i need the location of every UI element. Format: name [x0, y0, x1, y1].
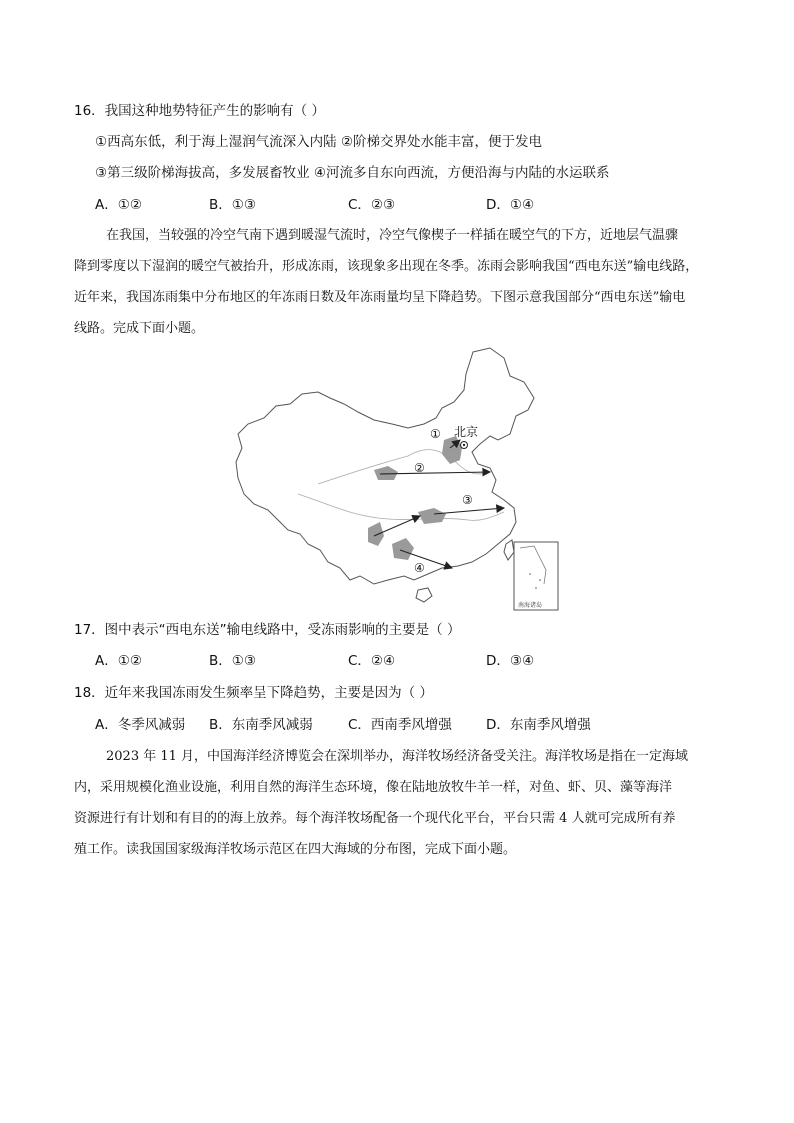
q17-option-a: A．①② [95, 653, 142, 669]
passage2-line-1: 2023 年 11 月，中国海洋经济博览会在深圳举办，海洋牧场经济备受关注。海洋牧场是指在一定海域 [106, 749, 689, 764]
passage1-line-1: 在我国，当较强的冷空气南下遇到暖湿气流时，冷空气像楔子一样插在暖空气的下方，近地层气温骤 [106, 228, 679, 243]
q17-option-c: C．②④ [348, 653, 396, 669]
map-svg [228, 344, 562, 614]
q18-option-c: C．西南季风增强 [348, 717, 452, 733]
q17-option-b: B．①③ [209, 653, 256, 669]
passage2-line-3: 资源进行有计划和有目的的海上放养。每个海洋牧场配备一个现代化平台，平台只需 4 人就可完成所有养 [74, 811, 676, 826]
label-line-4: ④ [414, 561, 425, 575]
passage1-line-4: 线路。完成下面小题。 [74, 321, 205, 336]
label-line-1: ① [430, 427, 441, 441]
q17-option-d: D．③④ [486, 653, 535, 669]
q18-option-b: B．东南季风减弱 [209, 717, 313, 733]
q17-stem: 17．图中表示“西电东送”输电线路中，受冻雨影响的主要是（ ） [74, 622, 461, 638]
china-power-line-map [228, 344, 562, 614]
passage1-line-2: 降到零度以下湿润的暖空气被抬升，形成冻雨，该现象多出现在冬季。冻雨会影响我国“西电东送”输电线路， [74, 259, 699, 274]
hainan-island [416, 588, 432, 602]
q16-option-c: C．②③ [348, 197, 396, 213]
q16-statement-1: ①西高东低，利于海上湿润气流深入内陆 ②阶梯交界处水能丰富，便于发电 [95, 134, 542, 150]
q16-statement-2: ③第三级阶梯海拔高，多发展畜牧业 ④河流多自东向西流，方便沿海与内陆的水运联系 [95, 165, 610, 181]
inset-label: 南海诸岛 [518, 602, 543, 609]
passage2-line-2: 内，采用规模化渔业设施，利用自然的海洋生态环境，像在陆地放牧牛羊一样，对鱼、虾、贝、藻等海洋 [74, 780, 673, 795]
label-beijing: 北京 [454, 425, 479, 439]
taiwan-island [504, 540, 514, 560]
china-outline [236, 348, 534, 584]
passage2-line-4: 殖工作。读我国国家级海洋牧场示范区在四大海域的分布图，完成下面小题。 [74, 842, 517, 857]
q16-option-b: B．①③ [209, 197, 256, 213]
q18-option-d: D．东南季风增强 [486, 717, 591, 733]
passage1-line-3: 近年来，我国冻雨集中分布地区的年冻雨日数及年冻雨量均呈下降趋势。下图示意我国部分“西电东送”输电 [74, 290, 686, 305]
label-line-2: ② [414, 461, 425, 475]
q16-stem: 16．我国这种地势特征产生的影响有（ ） [74, 103, 325, 119]
q16-option-a: A．①② [95, 197, 142, 213]
south-china-sea-inset [514, 542, 558, 610]
q18-stem: 18．近年来我国冻雨发生频率呈下降趋势，主要是因为（ ） [74, 685, 433, 701]
q18-option-a: A．冬季风减弱 [95, 717, 186, 733]
label-line-3: ③ [462, 493, 473, 507]
q16-option-d: D．①④ [486, 197, 535, 213]
